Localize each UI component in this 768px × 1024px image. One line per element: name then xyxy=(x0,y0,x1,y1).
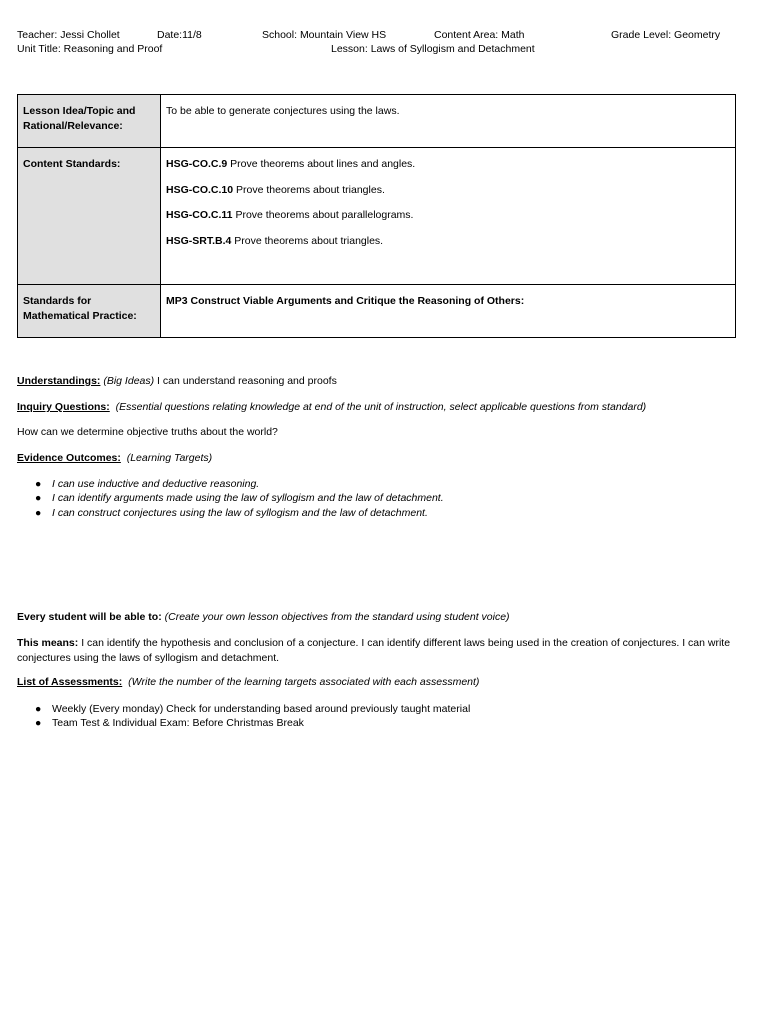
lesson-idea-value: To be able to generate conjectures using the laws. xyxy=(161,95,736,148)
evidence-label: Evidence Outcomes: xyxy=(17,452,121,464)
standard-code: HSG-CO.C.9 xyxy=(166,158,228,170)
standard-text: Prove theorems about triangles. xyxy=(233,183,385,196)
inquiry-section xyxy=(17,400,747,415)
math-practice-value: MP3 Construct Viable Arguments and Critique the Reasoning of Others: xyxy=(161,285,736,338)
standard-code: HSG-CO.C.10 xyxy=(166,183,234,196)
standard-text: Prove theorems about lines and angles. xyxy=(227,158,416,170)
bullet-icon: ● xyxy=(35,703,42,715)
every-student-hint: (Create your own lesson objectives from the standard using student voice) xyxy=(164,611,510,623)
list-item xyxy=(17,491,444,505)
inquiry-hint: (Essential questions relating knowledge at end of the unit of instruction, select applicable questions from standard) xyxy=(115,401,647,413)
standard-code: HSG-CO.C.11 xyxy=(166,209,233,221)
evidence-list xyxy=(17,477,444,520)
lesson-plan-table xyxy=(17,94,736,338)
this-means-label: This means: xyxy=(17,637,79,649)
standard-text: Prove theorems about parallelograms. xyxy=(232,209,414,221)
inquiry-question: How can we determine objective truths about the world? xyxy=(17,426,278,438)
list-item xyxy=(17,716,470,730)
evidence-item: I can identify arguments made using the law of syllogism and the law of detachment. xyxy=(52,492,444,505)
content-standards-label: Content Standards: xyxy=(18,148,161,285)
lesson-field: Lesson: Laws of Syllogism and Detachment xyxy=(331,43,535,55)
math-practice-row xyxy=(18,285,736,338)
understandings-section xyxy=(17,374,747,389)
evidence-item: I can use inductive and deductive reasoning. xyxy=(52,478,260,490)
unit-title-field: Unit Title: Reasoning and Proof xyxy=(17,43,163,55)
standard-line xyxy=(166,208,730,223)
every-student-section xyxy=(17,610,747,625)
assessments-section xyxy=(17,675,747,690)
assessments-hint: (Write the number of the learning targets associated with each assessment) xyxy=(128,676,480,688)
bullet-icon: ● xyxy=(35,506,42,519)
inquiry-label: Inquiry Questions: xyxy=(17,401,110,413)
every-student-label: Every student will be able to: xyxy=(17,611,162,623)
standard-line xyxy=(166,157,730,172)
understandings-hint: (Big Ideas) xyxy=(103,375,155,387)
list-item xyxy=(17,477,444,491)
evidence-section xyxy=(17,451,747,466)
standard-line xyxy=(166,183,730,198)
this-means-text: I can identify the hypothesis and conclusion of a conjecture. I can identify different laws being used in the creation of conjectures. I can write conjectures using the laws of syllogism and detachment. xyxy=(17,637,731,664)
content-standards-cell xyxy=(161,148,736,285)
teacher-field: Teacher: Jessi Chollet xyxy=(17,29,120,41)
evidence-item: I can construct conjectures using the law of syllogism and the law of detachment. xyxy=(52,506,428,519)
lesson-idea-row xyxy=(18,95,736,148)
list-item xyxy=(17,702,470,716)
assessment-item: Team Test & Individual Exam: Before Christmas Break xyxy=(52,717,304,730)
content-area-field: Content Area: Math xyxy=(434,29,525,41)
school-field: School: Mountain View HS xyxy=(262,29,387,41)
bullet-icon: ● xyxy=(35,478,42,490)
bullet-icon: ● xyxy=(35,492,42,505)
grade-level-field: Grade Level: Geometry xyxy=(611,29,721,41)
standard-line xyxy=(166,234,730,249)
assessment-item: Weekly (Every monday) Check for understanding based around previously taught material xyxy=(52,703,471,715)
this-means-section xyxy=(17,636,747,666)
date-field: Date:11/8 xyxy=(157,29,202,41)
standard-text: Prove theorems about triangles. xyxy=(231,234,384,247)
content-standards-row xyxy=(18,148,736,285)
evidence-hint: (Learning Targets) xyxy=(126,452,213,464)
understandings-text: I can understand reasoning and proofs xyxy=(154,375,337,387)
understandings-label: Understandings: xyxy=(17,375,101,387)
bullet-icon: ● xyxy=(35,717,42,730)
math-practice-label: Standards for Mathematical Practice: xyxy=(18,285,161,338)
lesson-idea-label: Lesson Idea/Topic and Rational/Relevance: xyxy=(18,95,161,148)
list-item xyxy=(17,506,444,520)
assessments-list xyxy=(17,702,470,731)
assessments-label: List of Assessments: xyxy=(17,676,123,688)
standard-code: HSG-SRT.B.4 xyxy=(166,234,232,247)
